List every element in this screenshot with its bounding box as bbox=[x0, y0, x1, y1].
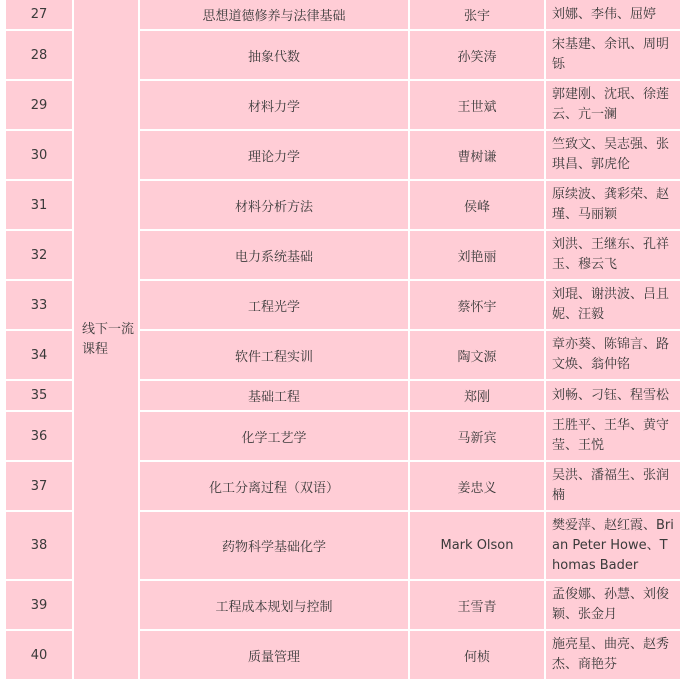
course-lead: 姜忠义 bbox=[409, 461, 545, 511]
team-members: 竺致文、吴志强、张琪昌、郭虎伦 bbox=[545, 130, 681, 180]
course-name: 软件工程实训 bbox=[139, 330, 409, 380]
course-lead: 曹树谦 bbox=[409, 130, 545, 180]
team-members: 郭建刚、沈珉、徐莲云、亢一澜 bbox=[545, 80, 681, 130]
team-members: 吴洪、潘福生、张润楠 bbox=[545, 461, 681, 511]
course-lead: 王雪青 bbox=[409, 580, 545, 630]
team-members: 原续波、龚彩荣、赵瑾、马丽颖 bbox=[545, 180, 681, 230]
course-name: 药物科学基础化学 bbox=[139, 511, 409, 580]
row-number: 27 bbox=[5, 0, 73, 30]
table-row bbox=[5, 0, 681, 30]
course-lead: 王世斌 bbox=[409, 80, 545, 130]
course-lead: 何桢 bbox=[409, 630, 545, 680]
course-name: 化学工艺学 bbox=[139, 411, 409, 461]
team-members: 王胜平、王华、黄守莹、王悦 bbox=[545, 411, 681, 461]
team-members: 章亦葵、陈锦言、路文焕、翁仲铭 bbox=[545, 330, 681, 380]
courses-table bbox=[4, 0, 682, 681]
row-number: 28 bbox=[5, 30, 73, 80]
course-name: 基础工程 bbox=[139, 380, 409, 411]
course-lead: Mark Olson bbox=[409, 511, 545, 580]
row-number: 29 bbox=[5, 80, 73, 130]
row-number: 36 bbox=[5, 411, 73, 461]
course-name: 化工分离过程（双语） bbox=[139, 461, 409, 511]
course-name: 思想道德修养与法律基础 bbox=[139, 0, 409, 30]
row-number: 32 bbox=[5, 230, 73, 280]
row-number: 30 bbox=[5, 130, 73, 180]
course-lead: 蔡怀宇 bbox=[409, 280, 545, 330]
category-cell: 线下一流课程 bbox=[73, 0, 139, 680]
row-number: 39 bbox=[5, 580, 73, 630]
course-name: 质量管理 bbox=[139, 630, 409, 680]
team-members: 孟俊娜、孙慧、刘俊颖、张金月 bbox=[545, 580, 681, 630]
course-lead: 郑刚 bbox=[409, 380, 545, 411]
course-lead: 陶文源 bbox=[409, 330, 545, 380]
course-name: 材料分析方法 bbox=[139, 180, 409, 230]
team-members: 刘洪、王继东、孔祥玉、穆云飞 bbox=[545, 230, 681, 280]
team-members: 樊爱萍、赵红霞、Brian Peter Howe、Thomas Bader bbox=[545, 511, 681, 580]
team-members: 宋基建、余讯、周明铄 bbox=[545, 30, 681, 80]
team-members: 刘娜、李伟、屈婷 bbox=[545, 0, 681, 30]
course-lead: 张宇 bbox=[409, 0, 545, 30]
row-number: 34 bbox=[5, 330, 73, 380]
course-lead: 刘艳丽 bbox=[409, 230, 545, 280]
team-members: 施亮星、曲亮、赵秀杰、商艳芬 bbox=[545, 630, 681, 680]
course-name: 材料力学 bbox=[139, 80, 409, 130]
course-lead: 侯峰 bbox=[409, 180, 545, 230]
course-lead: 马新宾 bbox=[409, 411, 545, 461]
course-name: 工程光学 bbox=[139, 280, 409, 330]
course-name: 工程成本规划与控制 bbox=[139, 580, 409, 630]
course-name: 电力系统基础 bbox=[139, 230, 409, 280]
row-number: 33 bbox=[5, 280, 73, 330]
row-number: 31 bbox=[5, 180, 73, 230]
course-name: 理论力学 bbox=[139, 130, 409, 180]
courses-table-body bbox=[5, 0, 681, 680]
row-number: 35 bbox=[5, 380, 73, 411]
row-number: 37 bbox=[5, 461, 73, 511]
team-members: 刘琨、谢洪波、吕且妮、汪毅 bbox=[545, 280, 681, 330]
team-members: 刘畅、刁钰、程雪松 bbox=[545, 380, 681, 411]
course-lead: 孙笑涛 bbox=[409, 30, 545, 80]
course-name: 抽象代数 bbox=[139, 30, 409, 80]
row-number: 40 bbox=[5, 630, 73, 680]
row-number: 38 bbox=[5, 511, 73, 580]
